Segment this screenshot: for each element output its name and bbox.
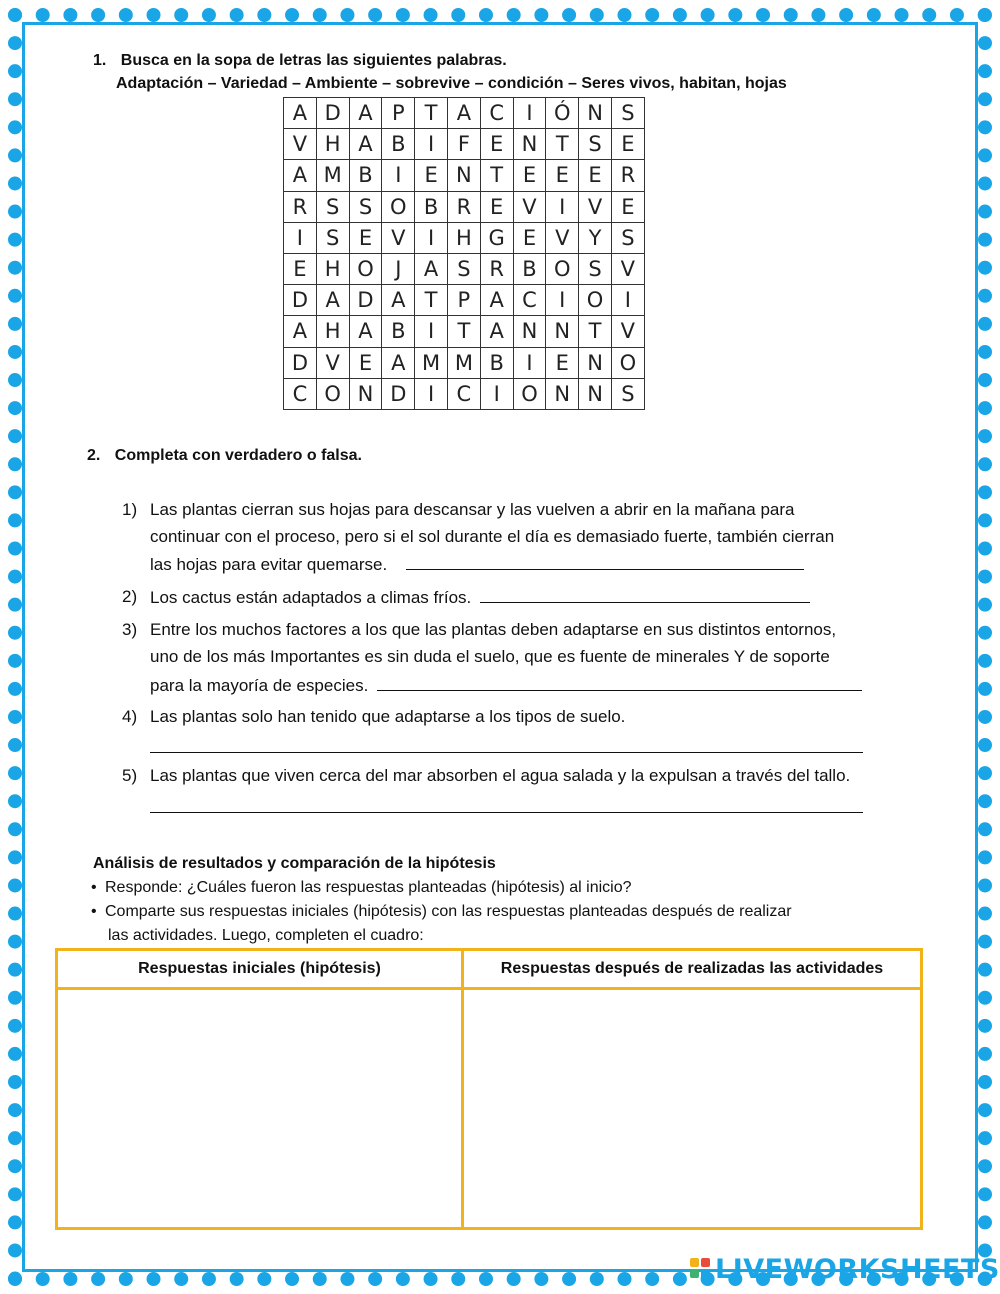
grid-cell[interactable]: D — [316, 98, 349, 129]
answer-line-1[interactable] — [406, 554, 804, 570]
grid-row — [284, 347, 645, 378]
grid-cell[interactable]: A — [382, 347, 415, 378]
q2-item-2-row — [150, 587, 810, 608]
analysis-bullet-1-text: Responde: ¿Cuáles fueron las respuestas planteadas (hipótesis) al inicio? — [105, 879, 632, 896]
grid-row — [284, 222, 645, 253]
grid-cell[interactable]: N — [513, 129, 546, 160]
grid-cell[interactable]: S — [316, 222, 349, 253]
grid-cell[interactable]: R — [447, 191, 480, 222]
grid-row — [284, 316, 645, 347]
grid-cell[interactable]: A — [349, 98, 382, 129]
comparison-table — [55, 948, 923, 1230]
grid-cell[interactable]: I — [546, 285, 579, 316]
grid-cell[interactable]: V — [284, 129, 317, 160]
grid-cell[interactable]: V — [579, 191, 612, 222]
grid-cell[interactable]: B — [382, 129, 415, 160]
grid-cell[interactable]: S — [611, 98, 644, 129]
grid-cell[interactable]: E — [349, 222, 382, 253]
bullet-icon: • — [91, 903, 97, 920]
grid-cell[interactable]: N — [579, 98, 612, 129]
grid-cell[interactable]: H — [447, 222, 480, 253]
analysis-bullet-2-text-cont: las actividades. Luego, completen el cuadro: — [108, 927, 424, 944]
grid-cell[interactable]: O — [611, 347, 644, 378]
grid-cell[interactable]: M — [447, 347, 480, 378]
grid-cell[interactable]: G — [480, 222, 513, 253]
grid-cell[interactable]: R — [284, 191, 317, 222]
word-search-grid — [283, 97, 645, 410]
grid-cell[interactable]: H — [316, 129, 349, 160]
grid-cell[interactable]: O — [382, 191, 415, 222]
grid-cell[interactable]: I — [284, 222, 317, 253]
grid-cell[interactable]: E — [611, 191, 644, 222]
q2-item-2-text: Los cactus están adaptados a climas fríos. — [150, 588, 472, 607]
grid-cell[interactable]: J — [382, 253, 415, 284]
q2-heading — [87, 447, 362, 465]
grid-row — [284, 285, 645, 316]
grid-cell[interactable]: F — [447, 129, 480, 160]
logo-icon — [690, 1258, 712, 1280]
grid-row — [284, 253, 645, 284]
grid-cell[interactable]: I — [415, 316, 448, 347]
grid-cell[interactable]: C — [513, 285, 546, 316]
grid-cell[interactable]: E — [513, 160, 546, 191]
grid-cell[interactable]: A — [382, 285, 415, 316]
grid-cell[interactable]: V — [513, 191, 546, 222]
grid-cell[interactable]: I — [480, 378, 513, 409]
grid-cell[interactable]: V — [611, 316, 644, 347]
q2-item-3-number: 3) — [122, 620, 138, 639]
q2-item-1-text: las hojas para evitar quemarse. — [150, 555, 388, 574]
grid-cell[interactable]: I — [513, 98, 546, 129]
grid-cell[interactable]: B — [382, 316, 415, 347]
grid-cell[interactable]: A — [447, 98, 480, 129]
grid-cell[interactable]: B — [480, 347, 513, 378]
grid-cell[interactable]: E — [480, 129, 513, 160]
grid-cell[interactable]: N — [447, 160, 480, 191]
q2-number: 2. — [87, 447, 101, 464]
analysis-bullet-2-text: Comparte sus respuestas iniciales (hipótesis) con las respuestas planteadas después de realizar — [105, 903, 792, 920]
q2-item-4-number: 4) — [122, 707, 138, 726]
grid-cell[interactable]: I — [382, 160, 415, 191]
grid-cell[interactable]: H — [316, 253, 349, 284]
q2-item-1-text: Las plantas cierran sus hojas para descansar y las vuelven a abrir en la mañana para — [150, 500, 795, 519]
grid-cell[interactable]: N — [546, 378, 579, 409]
grid-cell[interactable]: S — [447, 253, 480, 284]
q2-item-3-text: uno de los más Importantes es sin duda el suelo, que es fuente de minerales Y de soporte — [150, 647, 830, 666]
grid-cell[interactable]: E — [513, 222, 546, 253]
grid-cell[interactable]: V — [382, 222, 415, 253]
q2-item-3-text: Entre los muchos factores a los que las plantas deben adaptarse en sus distintos entornos, — [150, 620, 837, 639]
analysis-bullet-1 — [91, 879, 632, 897]
grid-cell[interactable]: E — [480, 191, 513, 222]
grid-cell[interactable]: I — [415, 222, 448, 253]
grid-cell[interactable]: S — [579, 129, 612, 160]
grid-cell[interactable]: A — [480, 285, 513, 316]
grid-cell[interactable]: T — [579, 316, 612, 347]
grid-cell[interactable]: Y — [579, 222, 612, 253]
grid-cell[interactable]: B — [513, 253, 546, 284]
grid-cell[interactable]: H — [316, 316, 349, 347]
grid-cell[interactable]: E — [284, 253, 317, 284]
grid-cell[interactable]: C — [480, 98, 513, 129]
grid-cell[interactable]: O — [546, 253, 579, 284]
grid-cell[interactable]: P — [382, 98, 415, 129]
grid-cell[interactable]: A — [316, 285, 349, 316]
logo-text: LIVEWORKSHEETS — [715, 1254, 1000, 1285]
grid-cell[interactable]: C — [284, 378, 317, 409]
analysis-bullet-2 — [91, 903, 792, 921]
grid-cell[interactable]: N — [349, 378, 382, 409]
grid-cell[interactable]: A — [415, 253, 448, 284]
q2-item-2-number: 2) — [122, 587, 138, 606]
q1-number: 1. — [93, 52, 107, 69]
q2-item-5-text: Las plantas que viven cerca del mar absorben el agua salada y la expulsan a través del tallo. — [150, 766, 851, 785]
grid-cell[interactable]: A — [284, 98, 317, 129]
answer-line-3[interactable] — [377, 675, 862, 691]
grid-cell[interactable]: V — [316, 347, 349, 378]
grid-cell[interactable]: I — [415, 129, 448, 160]
grid-cell[interactable]: D — [284, 285, 317, 316]
grid-cell[interactable]: T — [447, 316, 480, 347]
grid-cell[interactable]: I — [546, 191, 579, 222]
grid-cell[interactable]: S — [611, 378, 644, 409]
grid-cell[interactable]: A — [284, 316, 317, 347]
grid-cell[interactable]: D — [284, 347, 317, 378]
grid-cell[interactable]: E — [611, 129, 644, 160]
grid-cell[interactable]: S — [316, 191, 349, 222]
col-header-after: Respuestas después de realizadas las actividades — [463, 950, 922, 989]
q2-title: Completa con verdadero o falsa. — [114, 447, 362, 464]
grid-cell[interactable]: T — [415, 285, 448, 316]
grid-cell[interactable]: I — [415, 378, 448, 409]
grid-cell[interactable]: O — [579, 285, 612, 316]
grid-cell[interactable]: A — [480, 316, 513, 347]
bullet-icon: • — [91, 879, 97, 896]
q1-heading — [93, 52, 507, 70]
q2-item-3-text: para la mayoría de especies. — [150, 676, 369, 695]
grid-cell[interactable]: N — [579, 378, 612, 409]
grid-cell[interactable]: E — [546, 160, 579, 191]
cell-after-answers[interactable] — [463, 989, 922, 1229]
grid-cell[interactable]: O — [513, 378, 546, 409]
grid-cell[interactable]: V — [546, 222, 579, 253]
answer-line-5[interactable] — [150, 796, 863, 813]
q2-item-5-number: 5) — [122, 766, 138, 785]
grid-cell[interactable]: V — [611, 253, 644, 284]
grid-cell[interactable]: S — [579, 253, 612, 284]
grid-cell[interactable]: P — [447, 285, 480, 316]
analysis-title: Análisis de resultados y comparación de la hipótesis — [93, 855, 496, 872]
grid-cell[interactable]: D — [382, 378, 415, 409]
grid-cell[interactable]: N — [513, 316, 546, 347]
grid-cell[interactable]: N — [579, 347, 612, 378]
liveworksheets-logo — [690, 1254, 1000, 1285]
grid-row — [284, 160, 645, 191]
grid-row — [284, 191, 645, 222]
grid-cell[interactable]: I — [611, 285, 644, 316]
q2-item-1-number: 1) — [122, 500, 138, 519]
grid-cell[interactable]: O — [316, 378, 349, 409]
q2-item-1-row — [150, 554, 804, 575]
grid-cell[interactable]: A — [349, 316, 382, 347]
answer-line-2[interactable] — [480, 587, 810, 603]
cell-initial-answers[interactable] — [57, 989, 463, 1229]
grid-row — [284, 98, 645, 129]
grid-cell[interactable]: C — [447, 378, 480, 409]
grid-cell[interactable]: M — [415, 347, 448, 378]
q1-word-list: Adaptación – Variedad – Ambiente – sobrevive – condición – Seres vivos, habitan, hojas — [116, 75, 787, 92]
q2-item-3-row — [150, 675, 862, 696]
grid-cell[interactable]: T — [546, 129, 579, 160]
q2-item-4-text: Las plantas solo han tenido que adaptarse a los tipos de suelo. — [150, 707, 626, 726]
grid-cell[interactable]: O — [349, 253, 382, 284]
grid-cell[interactable]: I — [513, 347, 546, 378]
grid-cell[interactable]: A — [284, 160, 317, 191]
grid-cell[interactable]: T — [415, 98, 448, 129]
grid-cell[interactable]: E — [349, 347, 382, 378]
answer-line-4[interactable] — [150, 736, 863, 753]
grid-cell[interactable]: B — [349, 160, 382, 191]
grid-row — [284, 378, 645, 409]
grid-cell[interactable]: S — [349, 191, 382, 222]
grid-cell[interactable]: N — [546, 316, 579, 347]
grid-cell[interactable]: M — [316, 160, 349, 191]
grid-cell[interactable]: D — [349, 285, 382, 316]
col-header-initial: Respuestas iniciales (hipótesis) — [57, 950, 463, 989]
q1-title: Busca en la sopa de letras las siguientes palabras. — [120, 52, 507, 69]
grid-cell[interactable]: R — [480, 253, 513, 284]
grid-row — [284, 129, 645, 160]
grid-cell[interactable]: Ó — [546, 98, 579, 129]
grid-cell[interactable]: B — [415, 191, 448, 222]
grid-cell[interactable]: A — [349, 129, 382, 160]
grid-cell[interactable]: E — [415, 160, 448, 191]
grid-cell[interactable]: R — [611, 160, 644, 191]
grid-cell[interactable]: E — [579, 160, 612, 191]
grid-cell[interactable]: E — [546, 347, 579, 378]
q2-item-1-text: continuar con el proceso, pero si el sol durante el día es demasiado fuerte, también cierran — [150, 527, 835, 546]
grid-cell[interactable]: T — [480, 160, 513, 191]
grid-cell[interactable]: S — [611, 222, 644, 253]
